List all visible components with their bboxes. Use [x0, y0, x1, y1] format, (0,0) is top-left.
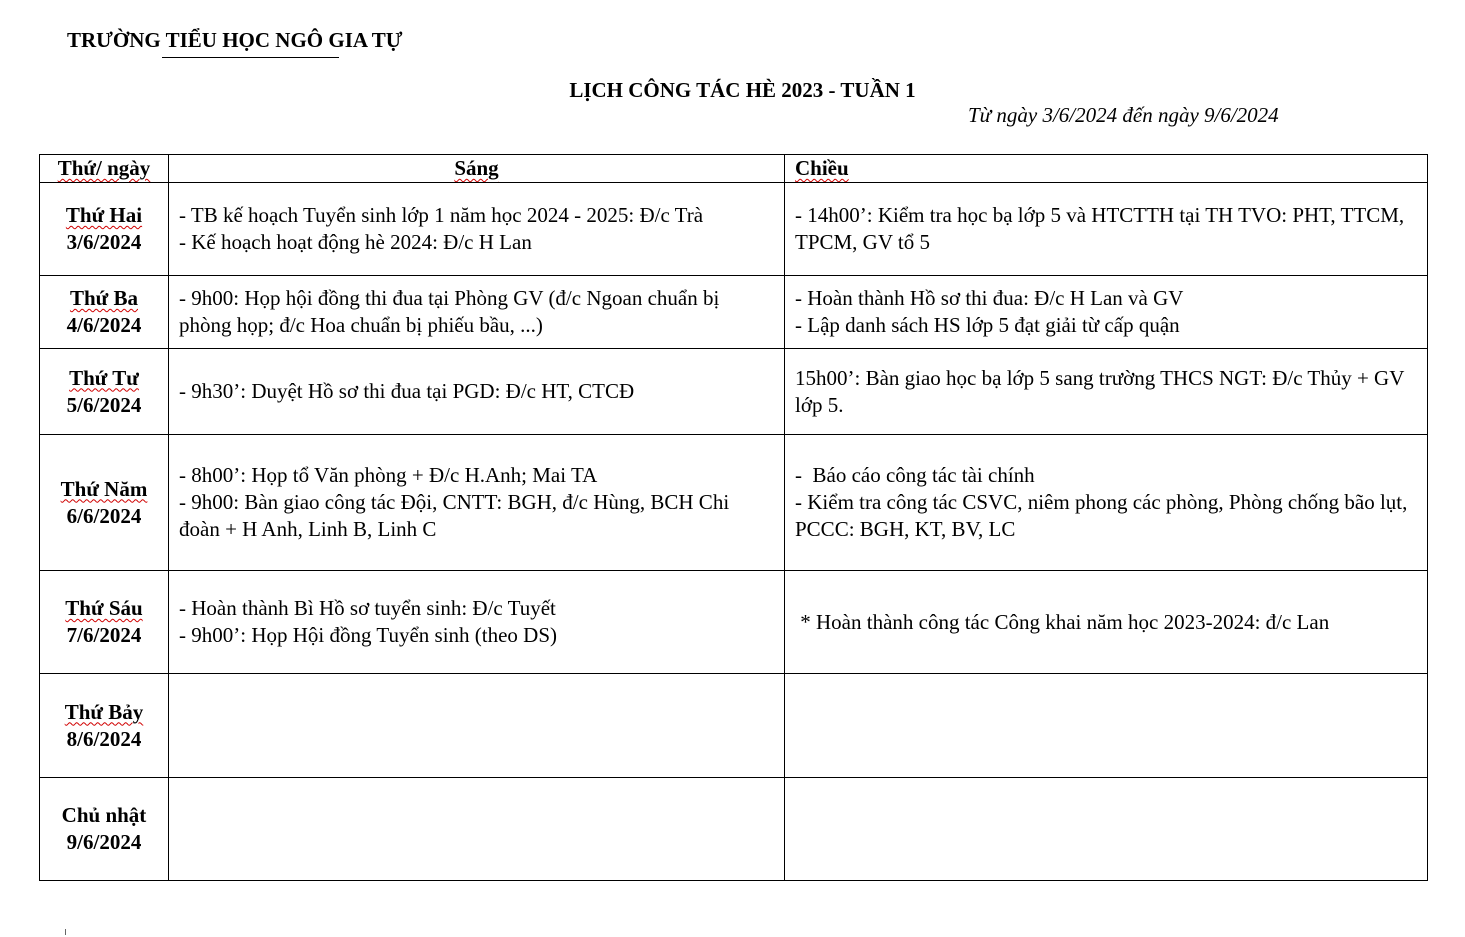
afternoon-item: - Kiểm tra công tác CSVC, niêm phong các phòng, Phòng chống bão lụt, PCCC: BGH, KT, BV, LC [795, 490, 1408, 541]
afternoon-cell [785, 435, 1428, 571]
afternoon-cell [785, 349, 1428, 435]
afternoon-cell [785, 183, 1428, 276]
morning-item: - 9h00: Bàn giao công tác Đội, CNTT: BGH, đ/c Hùng, BCH Chi đoàn + H Anh, Linh B, Linh C [179, 490, 730, 541]
day-cell [40, 349, 169, 435]
afternoon-item: - Hoàn thành Hồ sơ thi đua: Đ/c H Lan và GV [795, 286, 1184, 310]
day-date: 4/6/2024 [66, 313, 142, 337]
morning-item: - 8h00’: Họp tổ Văn phòng + Đ/c H.Anh; Mai TA [179, 463, 598, 487]
day-date: 7/6/2024 [66, 623, 142, 647]
morning-cell [169, 183, 785, 276]
day-date: 3/6/2024 [66, 230, 142, 254]
afternoon-cell [785, 276, 1428, 349]
afternoon-item: - Báo cáo công tác tài chính [795, 463, 1035, 487]
morning-cell [169, 435, 785, 571]
table-row [40, 778, 1428, 881]
table-row [40, 276, 1428, 349]
morning-item: - TB kế hoạch Tuyển sinh lớp 1 năm học 2024 - 2025: Đ/c Trà [179, 203, 704, 227]
day-cell [40, 778, 169, 881]
day-cell [40, 276, 169, 349]
morning-cell [169, 778, 785, 881]
morning-cell [169, 674, 785, 778]
morning-item: - Hoàn thành Bì Hồ sơ tuyển sinh: Đ/c Tuyết [179, 596, 556, 620]
day-name: Thứ Ba [69, 286, 139, 310]
day-date: 6/6/2024 [66, 503, 142, 528]
table-row [40, 674, 1428, 778]
header-day: Thứ/ ngày [40, 155, 169, 183]
afternoon-item: * Hoàn thành công tác Công khai năm học 2023-2024: đ/c Lan [795, 609, 1330, 634]
table-row [40, 183, 1428, 276]
table-row [40, 435, 1428, 571]
morning-cell [169, 571, 785, 674]
school-name-underline [162, 57, 339, 58]
afternoon-item: - 14h00’: Kiểm tra học bạ lớp 5 và HTCTTH tại TH TVO: PHT, TTCM, TPCM, GV tổ 5 [795, 203, 1405, 254]
day-date: 9/6/2024 [66, 830, 142, 854]
day-name: Thứ Sáu [65, 596, 143, 620]
school-name: TRƯỜNG TIỂU HỌC NGÔ GIA TỰ [67, 28, 403, 52]
morning-item: - 9h00’: Họp Hội đồng Tuyển sinh (theo DS) [179, 623, 558, 647]
header-afternoon: Chiều [785, 155, 1428, 183]
header-morning: Sáng [169, 155, 785, 183]
day-name: Thứ Hai [65, 203, 143, 227]
morning-item: - Kế hoạch hoạt động hè 2024: Đ/c H Lan [179, 230, 532, 254]
day-date: 5/6/2024 [66, 392, 142, 417]
morning-item: - 9h00: Họp hội đồng thi đua tại Phòng GV (đ/c Ngoan chuẩn bị phòng họp; đ/c Hoa chuẩn bị phiếu bầu, ...) [179, 286, 720, 337]
day-cell [40, 435, 169, 571]
table-row [40, 571, 1428, 674]
day-name: Thứ Bảy [64, 699, 144, 724]
afternoon-item: 15h00’: Bàn giao học bạ lớp 5 sang trường THCS NGT: Đ/c Thủy + GV lớp 5. [795, 365, 1405, 417]
day-cell [40, 571, 169, 674]
afternoon-cell [785, 778, 1428, 881]
header-row [40, 155, 1428, 183]
day-cell [40, 674, 169, 778]
day-name: Thứ Tư [69, 365, 139, 390]
day-cell [40, 183, 169, 276]
morning-item: - 9h30’: Duyệt Hồ sơ thi đua tại PGD: Đ/c HT, CTCĐ [179, 379, 635, 403]
day-date: 8/6/2024 [66, 726, 142, 751]
morning-cell [169, 349, 785, 435]
date-range: Từ ngày 3/6/2024 đến ngày 9/6/2024 [968, 103, 1279, 127]
schedule-table [39, 154, 1428, 881]
page-footer-mark [65, 929, 66, 935]
document-title: LỊCH CÔNG TÁC HÈ 2023 - TUẦN 1 [569, 78, 916, 102]
morning-cell [169, 276, 785, 349]
afternoon-item: - Lập danh sách HS lớp 5 đạt giải từ cấp quận [795, 313, 1180, 337]
day-name: Chủ nhật [61, 803, 147, 827]
table-row [40, 349, 1428, 435]
afternoon-cell [785, 571, 1428, 674]
day-name: Thứ Năm [60, 476, 148, 501]
afternoon-cell [785, 674, 1428, 778]
